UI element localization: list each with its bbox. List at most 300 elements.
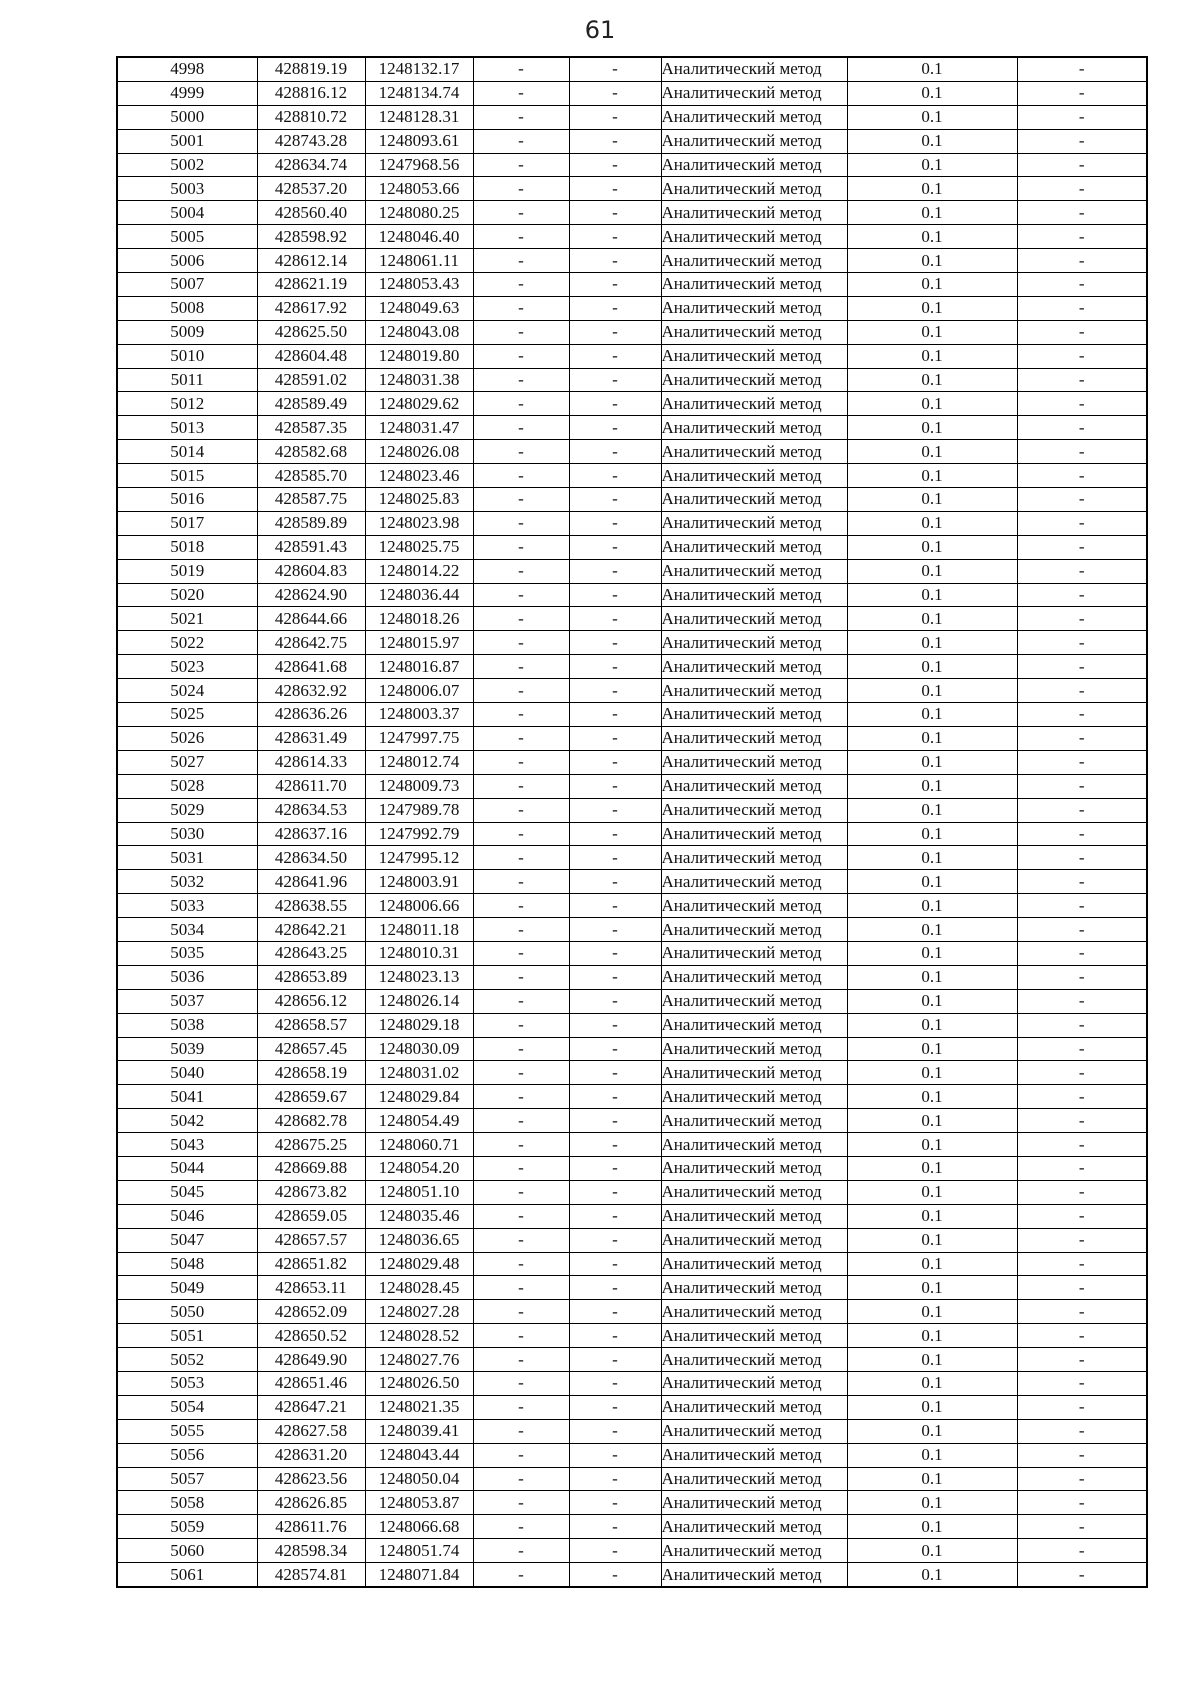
x-coordinate-cell: 428637.16 [257,822,365,846]
value-cell: - [473,1515,569,1539]
value-cell: - [569,1061,661,1085]
table-row [117,368,1147,392]
value-cell: - [473,894,569,918]
method-cell: Аналитический метод [661,535,847,559]
value-cell: - [1017,1515,1147,1539]
y-coordinate-cell: 1248014.22 [365,559,473,583]
value-cell: - [1017,846,1147,870]
accuracy-cell: 0.1 [847,488,1017,512]
value-cell: - [569,989,661,1013]
accuracy-cell: 0.1 [847,1539,1017,1563]
y-coordinate-cell: 1248054.20 [365,1156,473,1180]
point-number-cell: 5048 [117,1252,257,1276]
accuracy-cell: 0.1 [847,416,1017,440]
table-row [117,679,1147,703]
value-cell: - [1017,177,1147,201]
value-cell: - [569,273,661,297]
value-cell: - [1017,57,1147,81]
x-coordinate-cell: 428641.96 [257,870,365,894]
accuracy-cell: 0.1 [847,679,1017,703]
x-coordinate-cell: 428643.25 [257,941,365,965]
method-cell: Аналитический метод [661,488,847,512]
value-cell: - [569,918,661,942]
value-cell: - [1017,368,1147,392]
y-coordinate-cell: 1248026.14 [365,989,473,1013]
value-cell: - [1017,1228,1147,1252]
accuracy-cell: 0.1 [847,941,1017,965]
value-cell: - [473,1324,569,1348]
value-cell: - [1017,559,1147,583]
method-cell: Аналитический метод [661,679,847,703]
value-cell: - [1017,822,1147,846]
method-cell: Аналитический метод [661,1371,847,1395]
value-cell: - [569,392,661,416]
table-row [117,750,1147,774]
method-cell: Аналитический метод [661,822,847,846]
point-number-cell: 4999 [117,81,257,105]
table-row [117,344,1147,368]
x-coordinate-cell: 428582.68 [257,440,365,464]
y-coordinate-cell: 1248043.44 [365,1443,473,1467]
table-row [117,1563,1147,1587]
accuracy-cell: 0.1 [847,846,1017,870]
x-coordinate-cell: 428743.28 [257,129,365,153]
accuracy-cell: 0.1 [847,774,1017,798]
table-row [117,655,1147,679]
accuracy-cell: 0.1 [847,368,1017,392]
value-cell: - [1017,1563,1147,1587]
table-row [117,1419,1147,1443]
point-number-cell: 5003 [117,177,257,201]
y-coordinate-cell: 1248080.25 [365,201,473,225]
x-coordinate-cell: 428659.05 [257,1204,365,1228]
value-cell: - [473,1563,569,1587]
point-number-cell: 5001 [117,129,257,153]
y-coordinate-cell: 1248049.63 [365,296,473,320]
value-cell: - [569,1109,661,1133]
y-coordinate-cell: 1248028.52 [365,1324,473,1348]
value-cell: - [1017,273,1147,297]
accuracy-cell: 0.1 [847,177,1017,201]
y-coordinate-cell: 1248031.38 [365,368,473,392]
method-cell: Аналитический метод [661,965,847,989]
table-row [117,894,1147,918]
point-number-cell: 5000 [117,105,257,129]
x-coordinate-cell: 428658.57 [257,1013,365,1037]
accuracy-cell: 0.1 [847,750,1017,774]
method-cell: Аналитический метод [661,774,847,798]
x-coordinate-cell: 428604.83 [257,559,365,583]
method-cell: Аналитический метод [661,631,847,655]
x-coordinate-cell: 428634.53 [257,798,365,822]
method-cell: Аналитический метод [661,105,847,129]
y-coordinate-cell: 1248023.13 [365,965,473,989]
accuracy-cell: 0.1 [847,607,1017,631]
y-coordinate-cell: 1248029.84 [365,1085,473,1109]
method-cell: Аналитический метод [661,296,847,320]
value-cell: - [569,1515,661,1539]
method-cell: Аналитический метод [661,1395,847,1419]
value-cell: - [569,1467,661,1491]
x-coordinate-cell: 428587.75 [257,488,365,512]
x-coordinate-cell: 428657.45 [257,1037,365,1061]
method-cell: Аналитический метод [661,1061,847,1085]
table-row [117,225,1147,249]
value-cell: - [473,703,569,727]
y-coordinate-cell: 1248031.47 [365,416,473,440]
point-number-cell: 5046 [117,1204,257,1228]
value-cell: - [1017,1539,1147,1563]
table-row [117,201,1147,225]
value-cell: - [569,894,661,918]
value-cell: - [569,703,661,727]
value-cell: - [569,726,661,750]
accuracy-cell: 0.1 [847,798,1017,822]
y-coordinate-cell: 1248003.91 [365,870,473,894]
accuracy-cell: 0.1 [847,1348,1017,1372]
method-cell: Аналитический метод [661,225,847,249]
x-coordinate-cell: 428634.50 [257,846,365,870]
point-number-cell: 5012 [117,392,257,416]
value-cell: - [569,1156,661,1180]
table-row [117,296,1147,320]
value-cell: - [1017,105,1147,129]
method-cell: Аналитический метод [661,273,847,297]
x-coordinate-cell: 428589.89 [257,511,365,535]
value-cell: - [1017,1276,1147,1300]
value-cell: - [569,129,661,153]
value-cell: - [569,631,661,655]
point-number-cell: 5008 [117,296,257,320]
x-coordinate-cell: 428651.46 [257,1371,365,1395]
value-cell: - [473,607,569,631]
point-number-cell: 5013 [117,416,257,440]
x-coordinate-cell: 428625.50 [257,320,365,344]
table-row [117,1324,1147,1348]
accuracy-cell: 0.1 [847,1563,1017,1587]
table-row [117,798,1147,822]
value-cell: - [1017,655,1147,679]
value-cell: - [569,1180,661,1204]
value-cell: - [1017,1419,1147,1443]
value-cell: - [473,344,569,368]
method-cell: Аналитический метод [661,392,847,416]
table-row [117,774,1147,798]
value-cell: - [1017,201,1147,225]
value-cell: - [473,798,569,822]
y-coordinate-cell: 1248031.02 [365,1061,473,1085]
value-cell: - [473,1395,569,1419]
value-cell: - [473,1539,569,1563]
value-cell: - [473,774,569,798]
x-coordinate-cell: 428585.70 [257,464,365,488]
table-row [117,273,1147,297]
point-number-cell: 5055 [117,1419,257,1443]
value-cell: - [569,583,661,607]
table-row [117,1395,1147,1419]
method-cell: Аналитический метод [661,607,847,631]
table-row [117,57,1147,81]
value-cell: - [569,1204,661,1228]
table-row [117,822,1147,846]
value-cell: - [473,989,569,1013]
y-coordinate-cell: 1248128.31 [365,105,473,129]
point-number-cell: 5007 [117,273,257,297]
accuracy-cell: 0.1 [847,1515,1017,1539]
table-row [117,703,1147,727]
page-number: 61 [584,16,616,44]
x-coordinate-cell: 428656.12 [257,989,365,1013]
x-coordinate-cell: 428612.14 [257,249,365,273]
value-cell: - [1017,918,1147,942]
method-cell: Аналитический метод [661,464,847,488]
value-cell: - [473,105,569,129]
value-cell: - [569,81,661,105]
value-cell: - [1017,488,1147,512]
y-coordinate-cell: 1248035.46 [365,1204,473,1228]
value-cell: - [1017,1085,1147,1109]
value-cell: - [473,1204,569,1228]
value-cell: - [1017,464,1147,488]
accuracy-cell: 0.1 [847,1276,1017,1300]
y-coordinate-cell: 1248053.43 [365,273,473,297]
point-number-cell: 5005 [117,225,257,249]
accuracy-cell: 0.1 [847,1228,1017,1252]
value-cell: - [473,631,569,655]
x-coordinate-cell: 428560.40 [257,201,365,225]
value-cell: - [1017,1371,1147,1395]
value-cell: - [569,1395,661,1419]
value-cell: - [473,1156,569,1180]
method-cell: Аналитический метод [661,1085,847,1109]
point-number-cell: 5014 [117,440,257,464]
value-cell: - [1017,344,1147,368]
value-cell: - [473,440,569,464]
value-cell: - [1017,774,1147,798]
x-coordinate-cell: 428810.72 [257,105,365,129]
y-coordinate-cell: 1248016.87 [365,655,473,679]
x-coordinate-cell: 428653.11 [257,1276,365,1300]
value-cell: - [1017,1443,1147,1467]
y-coordinate-cell: 1248036.65 [365,1228,473,1252]
value-cell: - [473,1037,569,1061]
table-row [117,726,1147,750]
method-cell: Аналитический метод [661,1037,847,1061]
accuracy-cell: 0.1 [847,1467,1017,1491]
method-cell: Аналитический метод [661,1467,847,1491]
method-cell: Аналитический метод [661,440,847,464]
value-cell: - [569,57,661,81]
accuracy-cell: 0.1 [847,918,1017,942]
value-cell: - [1017,1300,1147,1324]
point-number-cell: 5011 [117,368,257,392]
y-coordinate-cell: 1248025.75 [365,535,473,559]
value-cell: - [1017,511,1147,535]
value-cell: - [473,846,569,870]
point-number-cell: 5027 [117,750,257,774]
value-cell: - [569,1300,661,1324]
method-cell: Аналитический метод [661,153,847,177]
coordinates-table [116,56,1148,1588]
table-row [117,392,1147,416]
value-cell: - [569,1037,661,1061]
table-row [117,1156,1147,1180]
value-cell: - [473,488,569,512]
point-number-cell: 5019 [117,559,257,583]
x-coordinate-cell: 428591.43 [257,535,365,559]
point-number-cell: 5045 [117,1180,257,1204]
table-row [117,129,1147,153]
value-cell: - [473,177,569,201]
method-cell: Аналитический метод [661,750,847,774]
method-cell: Аналитический метод [661,511,847,535]
table-row [117,1371,1147,1395]
point-number-cell: 5040 [117,1061,257,1085]
value-cell: - [569,344,661,368]
table-row [117,1228,1147,1252]
x-coordinate-cell: 428537.20 [257,177,365,201]
x-coordinate-cell: 428650.52 [257,1324,365,1348]
accuracy-cell: 0.1 [847,1395,1017,1419]
value-cell: - [473,1133,569,1157]
method-cell: Аналитический метод [661,1204,847,1228]
point-number-cell: 5036 [117,965,257,989]
method-cell: Аналитический метод [661,918,847,942]
y-coordinate-cell: 1248021.35 [365,1395,473,1419]
point-number-cell: 5034 [117,918,257,942]
value-cell: - [1017,440,1147,464]
accuracy-cell: 0.1 [847,105,1017,129]
accuracy-cell: 0.1 [847,1013,1017,1037]
accuracy-cell: 0.1 [847,870,1017,894]
accuracy-cell: 0.1 [847,1252,1017,1276]
value-cell: - [473,965,569,989]
table-row [117,249,1147,273]
y-coordinate-cell: 1248012.74 [365,750,473,774]
accuracy-cell: 0.1 [847,81,1017,105]
value-cell: - [473,511,569,535]
x-coordinate-cell: 428642.75 [257,631,365,655]
method-cell: Аналитический метод [661,1109,847,1133]
y-coordinate-cell: 1248046.40 [365,225,473,249]
y-coordinate-cell: 1248027.28 [365,1300,473,1324]
accuracy-cell: 0.1 [847,1133,1017,1157]
point-number-cell: 5061 [117,1563,257,1587]
value-cell: - [473,941,569,965]
table-row [117,105,1147,129]
y-coordinate-cell: 1248023.46 [365,464,473,488]
point-number-cell: 5039 [117,1037,257,1061]
point-number-cell: 5006 [117,249,257,273]
value-cell: - [569,559,661,583]
value-cell: - [569,177,661,201]
x-coordinate-cell: 428819.19 [257,57,365,81]
point-number-cell: 5041 [117,1085,257,1109]
accuracy-cell: 0.1 [847,464,1017,488]
method-cell: Аналитический метод [661,1252,847,1276]
value-cell: - [1017,1013,1147,1037]
y-coordinate-cell: 1248036.44 [365,583,473,607]
point-number-cell: 5021 [117,607,257,631]
point-number-cell: 5009 [117,320,257,344]
value-cell: - [473,1371,569,1395]
y-coordinate-cell: 1248029.62 [365,392,473,416]
table-row [117,631,1147,655]
method-cell: Аналитический метод [661,583,847,607]
table-row [117,846,1147,870]
accuracy-cell: 0.1 [847,989,1017,1013]
accuracy-cell: 0.1 [847,1156,1017,1180]
y-coordinate-cell: 1248023.98 [365,511,473,535]
accuracy-cell: 0.1 [847,392,1017,416]
value-cell: - [569,1443,661,1467]
value-cell: - [473,750,569,774]
x-coordinate-cell: 428636.26 [257,703,365,727]
value-cell: - [473,249,569,273]
point-number-cell: 5032 [117,870,257,894]
value-cell: - [473,655,569,679]
point-number-cell: 5017 [117,511,257,535]
value-cell: - [569,941,661,965]
x-coordinate-cell: 428675.25 [257,1133,365,1157]
accuracy-cell: 0.1 [847,153,1017,177]
value-cell: - [1017,1324,1147,1348]
method-cell: Аналитический метод [661,846,847,870]
method-cell: Аналитический метод [661,559,847,583]
table-row [117,918,1147,942]
y-coordinate-cell: 1248053.87 [365,1491,473,1515]
y-coordinate-cell: 1248029.48 [365,1252,473,1276]
y-coordinate-cell: 1248025.83 [365,488,473,512]
accuracy-cell: 0.1 [847,703,1017,727]
accuracy-cell: 0.1 [847,511,1017,535]
y-coordinate-cell: 1247989.78 [365,798,473,822]
value-cell: - [569,368,661,392]
x-coordinate-cell: 428623.56 [257,1467,365,1491]
method-cell: Аналитический метод [661,1348,847,1372]
value-cell: - [473,726,569,750]
value-cell: - [473,368,569,392]
value-cell: - [569,679,661,703]
value-cell: - [569,870,661,894]
method-cell: Аналитический метод [661,1443,847,1467]
value-cell: - [1017,870,1147,894]
y-coordinate-cell: 1248018.26 [365,607,473,631]
accuracy-cell: 0.1 [847,1371,1017,1395]
accuracy-cell: 0.1 [847,1037,1017,1061]
table-row [117,583,1147,607]
table-row [117,1300,1147,1324]
value-cell: - [473,225,569,249]
table-row [117,1276,1147,1300]
point-number-cell: 5026 [117,726,257,750]
table-row [117,1491,1147,1515]
table-row [117,440,1147,464]
accuracy-cell: 0.1 [847,1180,1017,1204]
point-number-cell: 5052 [117,1348,257,1372]
accuracy-cell: 0.1 [847,965,1017,989]
y-coordinate-cell: 1248134.74 [365,81,473,105]
value-cell: - [1017,296,1147,320]
x-coordinate-cell: 428669.88 [257,1156,365,1180]
accuracy-cell: 0.1 [847,201,1017,225]
value-cell: - [1017,607,1147,631]
accuracy-cell: 0.1 [847,320,1017,344]
table-row [117,1109,1147,1133]
x-coordinate-cell: 428632.92 [257,679,365,703]
y-coordinate-cell: 1248054.49 [365,1109,473,1133]
x-coordinate-cell: 428614.33 [257,750,365,774]
